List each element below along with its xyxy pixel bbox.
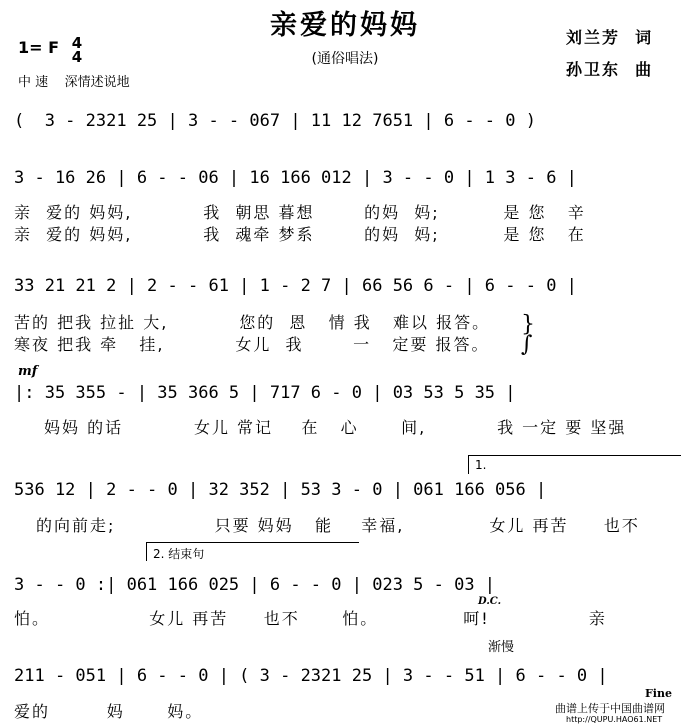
notation-line-1: ( 3 - 2321 25 | 3 - - 067 | 11 12 7651 | 6 - - 0 ) [14, 111, 536, 131]
lyrics-line-2-verse-2: 亲 爱的 妈妈, 我 魂牵 梦系 的妈 妈; 是 您 在 [14, 225, 586, 244]
time-signature-bottom: 4 [71, 48, 83, 66]
dc-marking: D.C. [478, 596, 502, 607]
watermark-text: 曲谱上传于中国曲谱网 [555, 702, 665, 715]
lyrics-line-3-verse-2: 寒夜 把我 牵 挂, 女儿 我 一 定要 报答。 [14, 335, 490, 354]
notation-line-4: |: 35 355 - | 35 366 5 | 717 6 - 0 | 03 53 5 35 | [14, 383, 516, 403]
notation-line-2: 3 - 16 26 | 6 - - 06 | 16 166 012 | 3 - - 0 | 1 3 - 6 | [14, 168, 577, 188]
lyrics-line-5: 的向前走; 只要 妈妈 能 幸福, 女儿 再苦 也不 [36, 516, 640, 535]
tempo-marking: 中 速 深情述说地 [18, 75, 130, 90]
time-signature-top: 4 [71, 34, 83, 52]
volta-bracket-1 [468, 455, 681, 474]
lyrics-line-4: 妈妈 的话 女儿 常记 在 心 间, 我 一定 要 坚强 [44, 418, 627, 437]
volta-2-label: 2. 结束句 [153, 547, 205, 561]
lyrics-line-2-verse-1: 亲 爱的 妈妈, 我 朝思 暮想 的妈 妈; 是 您 辛 [14, 203, 586, 222]
time-signature [70, 36, 84, 64]
notation-line-6: 3 - - 0 :| 061 166 025 | 6 - - 0 | 023 5 - 03 | [14, 575, 496, 595]
notation-line-7: 211 - 051 | 6 - - 0 | ( 3 - 2321 25 | 3 - - 51 | 6 - - 0 | [14, 666, 608, 686]
key-signature: 1= F [18, 38, 60, 57]
verse-bracket-bottom: ∫ [521, 332, 533, 357]
notation-line-5: 536 12 | 2 - - 0 | 32 352 | 53 3 - 0 | 061 166 056 | [14, 480, 547, 500]
verse-bracket-top: } [521, 312, 535, 337]
fine-marking: Fine [645, 687, 672, 700]
song-subtitle: (通俗唱法) [311, 51, 379, 67]
song-title: 亲爱的妈妈 [270, 10, 420, 41]
notation-line-3: 33 21 21 2 | 2 - - 61 | 1 - 2 7 | 66 56 6 - | 6 - - 0 | [14, 276, 577, 296]
lyrics-line-6: 怕。 女儿 再苦 也不 怕。 呵! 亲 [14, 609, 607, 628]
lyrics-line-3-verse-1: 苦的 把我 拉扯 大, 您的 恩 情 我 难以 报答。 [14, 313, 491, 332]
watermark-url: http://QUPU.HAO61.NET [566, 715, 663, 724]
lyrics-line-7: 爱的 妈 妈。 [14, 702, 204, 721]
lyricist-credit: 刘兰芳 词 [566, 28, 654, 47]
composer-credit: 孙卫东 曲 [566, 60, 654, 79]
volta-1-label: 1. [475, 458, 487, 472]
volta-bracket-2 [146, 542, 359, 561]
dynamic-marking: mf [18, 364, 38, 379]
ritardando-marking: 渐慢 [488, 640, 515, 655]
